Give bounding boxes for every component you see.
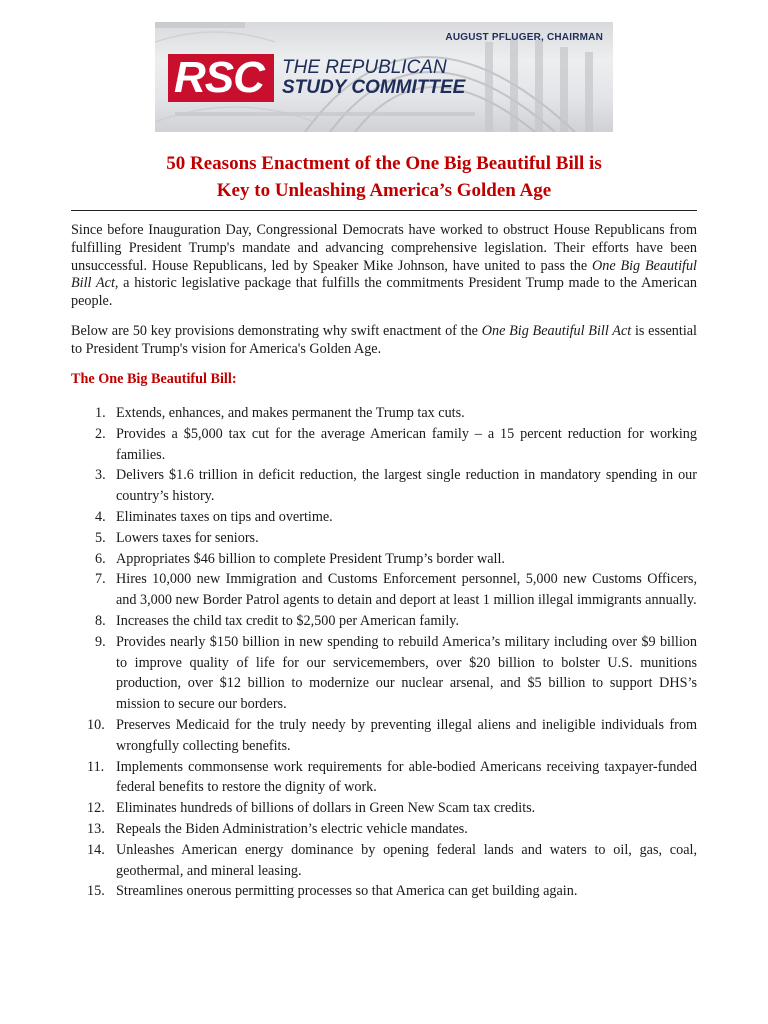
chairman-label: AUGUST PFLUGER, CHAIRMAN xyxy=(445,32,603,43)
header-banner xyxy=(155,22,613,132)
intro-p1-italic: One Big Beautiful Bill Act xyxy=(71,257,697,292)
list-item xyxy=(71,840,697,882)
intro-p2-end: is essential to President Trump's vision for America's Golden Age. xyxy=(71,323,698,357)
list-heading: The One Big Beautiful Bill: xyxy=(71,371,237,387)
title-line-1: 50 Reasons Enactment of the One Big Beautiful Bill is xyxy=(166,153,602,174)
item-number: 9. xyxy=(95,633,106,650)
list-item xyxy=(71,465,697,507)
intro-p2-italic: One Big Beautiful Bill Act xyxy=(481,323,632,339)
item-text: Extends, enhances, and makes permanent the Trump tax cuts. xyxy=(116,405,465,421)
item-text: Hires 10,000 new Immigration and Customs Enforcement personnel, 5,000 new Customs Officers, and 3,000 new Border Patrol agents to detain and deport at least 1 million illegal immigrants annually. xyxy=(116,571,697,609)
list-item xyxy=(71,424,697,466)
item-number: 15. xyxy=(87,883,105,900)
item-number: 11. xyxy=(87,758,105,775)
org-name-line2: STUDY COMMITTEE xyxy=(282,77,466,98)
title-line-2: Key to Unleashing America’s Golden Age xyxy=(216,180,552,201)
list-item xyxy=(71,632,697,715)
item-number: 5. xyxy=(95,529,106,546)
document-title xyxy=(0,150,768,204)
item-text: Lowers taxes for seniors. xyxy=(116,529,259,546)
item-number: 12. xyxy=(87,800,105,817)
item-text: Increases the child tax credit to $2,500 per American family. xyxy=(116,612,459,629)
list-item xyxy=(71,403,697,424)
list-item xyxy=(71,507,697,528)
list-item xyxy=(71,715,697,757)
item-number: 1. xyxy=(95,405,106,421)
item-text: Implements commonsense work requirements for able-bodied Americans receiving taxpayer-funded federal benefits to restore the dignity of work. xyxy=(116,758,697,796)
item-number: 3. xyxy=(95,467,106,484)
provisions-list xyxy=(71,403,697,902)
intro-p2-text: Below are 50 key provisions demonstrating why swift enactment of the xyxy=(71,323,482,339)
list-item xyxy=(71,798,697,819)
list-item xyxy=(71,819,697,840)
item-text: Eliminates taxes on tips and overtime. xyxy=(116,508,333,525)
item-text: Preserves Medicaid for the truly needy by preventing illegal aliens and ineligible individuals from wrongfully collecting benefits. xyxy=(116,716,697,754)
title-divider xyxy=(71,210,697,211)
item-text: Streamlines onerous permitting processes so that America can get building again. xyxy=(116,883,578,900)
rsc-logo: RSC xyxy=(168,54,274,102)
item-text: Provides a $5,000 tax cut for the average American family – a 15 percent reduction for working families. xyxy=(116,425,697,463)
item-text: Provides nearly $150 billion in new spending to rebuild America’s military including over $9 billion to improve quality of life for our servicemembers, over $20 billion to bolster U.S. munitions production, over $12 billion to modernize our nuclear arsenal, and $5 billion to support DHS’s mission to secure our borders. xyxy=(116,633,697,713)
list-item xyxy=(71,549,697,570)
org-name-line1: THE REPUBLICAN xyxy=(282,57,447,78)
item-text: Eliminates hundreds of billions of dollars in Green New Scam tax credits. xyxy=(116,800,536,817)
item-text: Unleashes American energy dominance by opening federal lands and waters to oil, gas, coal, geothermal, and mineral leasing. xyxy=(116,841,697,879)
list-item xyxy=(71,528,697,549)
intro-p1-end: , a historic legislative package that fulfills the commitments President Trump made to the American people. xyxy=(71,275,697,310)
list-item xyxy=(71,757,697,799)
intro-p1-text: Since before Inauguration Day, Congressional Democrats have worked to obstruct House Republicans from fulfilling President Trump's mandate and advancing comprehensive legislation. Their efforts have been unsuccessful. House Republicans, led by Speaker Mike Johnson, have united to pass the xyxy=(71,222,697,274)
item-text: Repeals the Biden Administration’s electric vehicle mandates. xyxy=(116,820,468,837)
item-number: 10. xyxy=(87,716,105,733)
intro-paragraph-2 xyxy=(71,323,697,359)
item-number: 2. xyxy=(95,425,106,442)
item-number: 4. xyxy=(95,508,106,525)
intro-paragraph-1 xyxy=(71,222,697,311)
item-text: Delivers $1.6 trillion in deficit reduction, the largest single reduction in mandatory spending in our country’s history. xyxy=(116,467,697,505)
item-text: Appropriates $46 billion to complete President Trump’s border wall. xyxy=(116,550,505,567)
item-number: 14. xyxy=(87,841,105,858)
list-item xyxy=(71,569,697,611)
item-number: 13. xyxy=(87,820,105,837)
item-number: 7. xyxy=(95,571,106,588)
item-number: 8. xyxy=(95,612,106,629)
list-item xyxy=(71,881,697,902)
list-item xyxy=(71,611,697,632)
item-number: 6. xyxy=(95,550,106,567)
